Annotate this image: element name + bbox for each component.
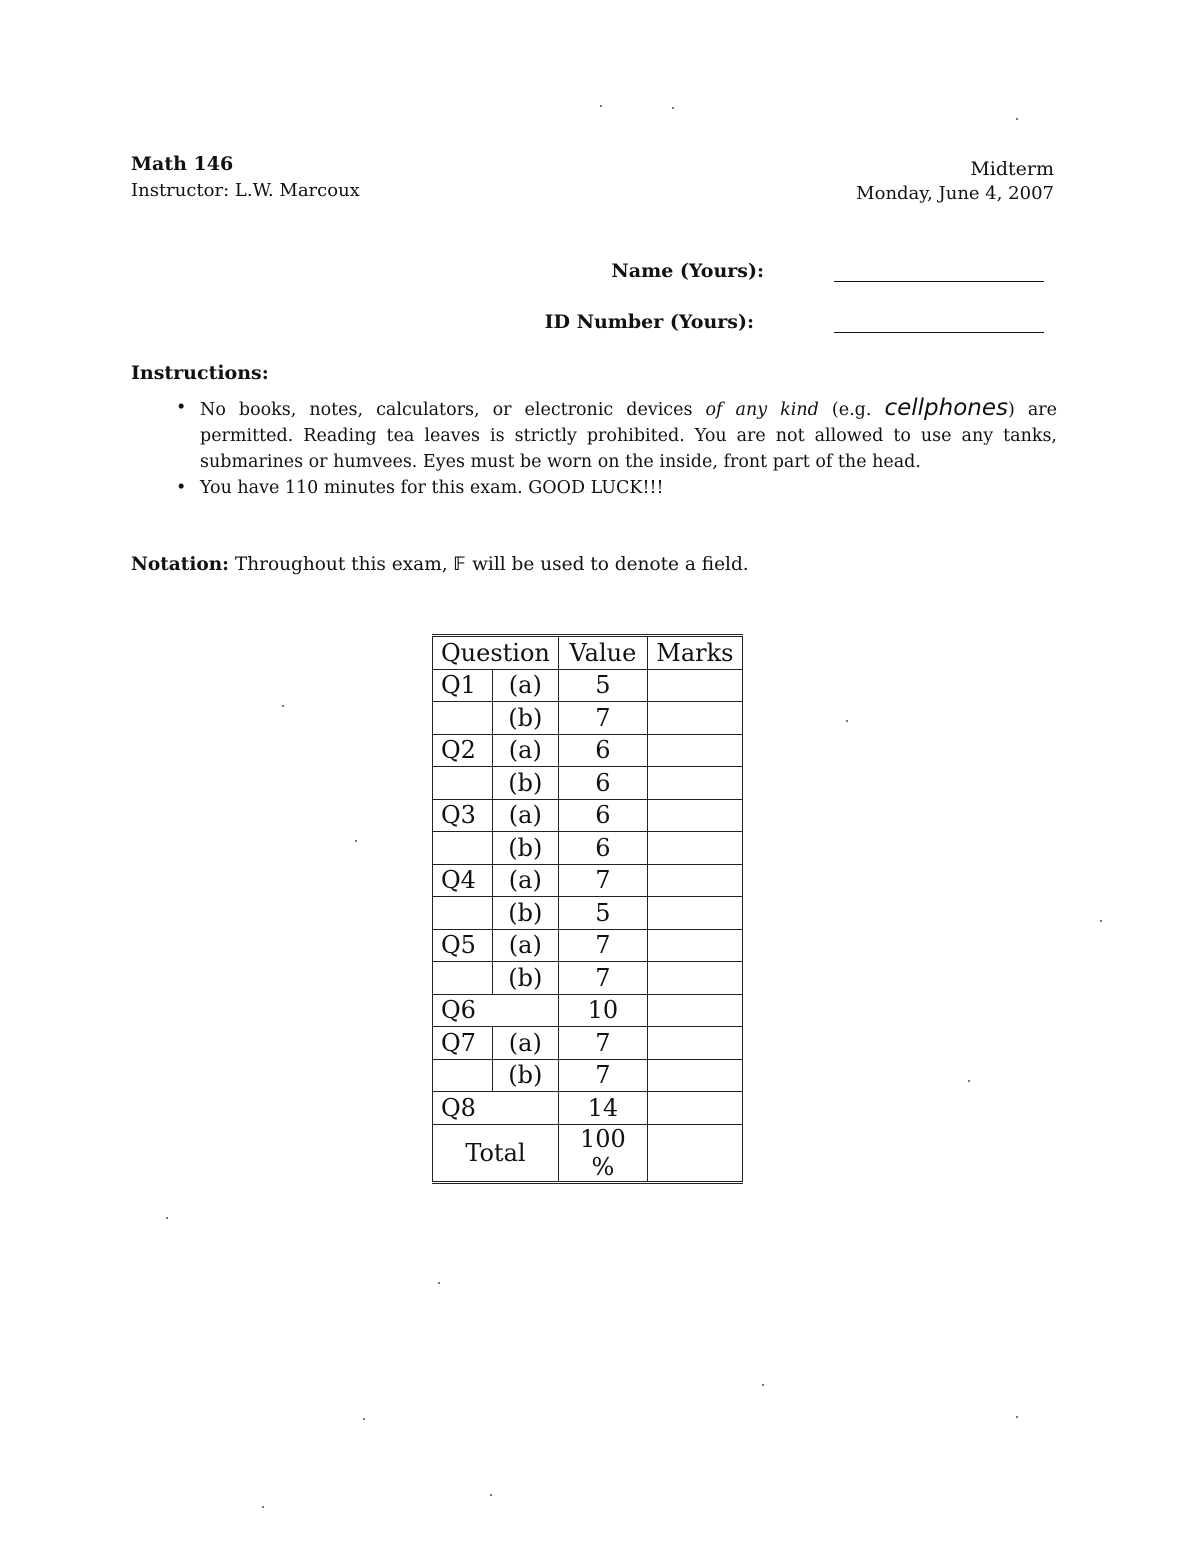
table-row [433,767,743,800]
marks-cell[interactable] [647,1027,742,1060]
exam-type: Midterm [970,158,1054,180]
value-cell: 6 [558,734,647,767]
scan-speck [1100,920,1102,922]
id-label: ID Number (Yours): [544,311,754,333]
question-label [433,1059,493,1092]
subpart-label: (a) [492,1027,558,1060]
marks-cell[interactable] [647,962,742,995]
question-label [433,897,493,930]
scan-speck [363,1418,365,1420]
question-label: Q5 [433,929,493,962]
notation-text: will be used to denote a field. [466,554,749,575]
table-header-row [433,636,743,670]
marks-cell[interactable] [647,832,742,865]
question-label: Q8 [433,1092,559,1125]
question-label [433,702,493,735]
question-label [433,767,493,800]
question-label: Q7 [433,1027,493,1060]
scan-speck [166,1217,168,1219]
name-field-row [611,260,1044,282]
total-label: Total [433,1124,559,1182]
marks-cell[interactable] [647,702,742,735]
table-row [433,1092,743,1125]
table-row [433,864,743,897]
scan-speck [846,720,848,722]
scan-speck [355,840,357,842]
value-cell: 7 [558,962,647,995]
table-row [433,702,743,735]
field-symbol: 𝔽 [453,554,467,575]
subpart-label: (b) [492,832,558,865]
value-cell: 7 [558,929,647,962]
header-value: Value [558,636,647,670]
marks-cell[interactable] [647,929,742,962]
marks-cell[interactable] [647,864,742,897]
scan-speck [1016,118,1018,120]
table-row [433,832,743,865]
instruction-text: No books, notes, calculators, or electronic devices [200,400,706,420]
value-cell: 6 [558,799,647,832]
question-label: Q3 [433,799,493,832]
marks-table [432,634,743,1184]
marks-cell[interactable] [647,1059,742,1092]
marks-cell[interactable] [647,799,742,832]
marks-cell[interactable] [647,1092,742,1125]
value-cell: 7 [558,702,647,735]
instruction-item [172,475,1057,501]
notation-text: Throughout this exam, [228,554,454,575]
question-label: Q6 [433,994,559,1027]
name-blank-line[interactable] [834,263,1044,282]
scan-speck [438,1282,440,1284]
table-row [433,929,743,962]
scan-speck [490,1494,492,1496]
scan-speck [762,1384,764,1386]
total-marks-cell[interactable] [647,1124,742,1182]
table-row [433,669,743,702]
table-row [433,799,743,832]
subpart-label: (a) [492,734,558,767]
notation-label: Notation: [131,554,229,575]
value-cell: 7 [558,1027,647,1060]
subpart-label: (a) [492,669,558,702]
header-marks: Marks [647,636,742,670]
header-question: Question [433,636,559,670]
table-row [433,962,743,995]
question-label: Q4 [433,864,493,897]
marks-cell[interactable] [647,669,742,702]
question-label [433,832,493,865]
value-cell: 7 [558,864,647,897]
value-cell: 14 [558,1092,647,1125]
marks-cell[interactable] [647,994,742,1027]
table-row [433,1027,743,1060]
notation [131,554,749,575]
instruction-text: ) are permitted. Reading tea leaves is strictly prohibited. You are not allowed to use any tanks, submarines or humvees. Eyes must be worn on the inside, front part of the head. [200,400,1058,472]
subpart-label: (a) [492,929,558,962]
value-cell: 7 [558,1059,647,1092]
scan-speck [262,1506,264,1508]
scan-speck [282,705,284,707]
total-value: 100 % [558,1124,647,1182]
scan-speck [672,107,674,109]
subpart-label: (a) [492,799,558,832]
instructions-list [172,395,1057,501]
scan-speck [600,105,602,107]
scan-speck [1016,1416,1018,1418]
exam-date: Monday, June 4, 2007 [856,183,1054,204]
id-field-row [545,311,1044,333]
value-cell: 10 [558,994,647,1027]
question-label [433,962,493,995]
scan-speck [968,1080,970,1082]
value-cell: 5 [558,669,647,702]
value-cell: 6 [558,832,647,865]
marks-cell[interactable] [647,897,742,930]
instruction-cellphones: cellphones [884,395,1008,421]
marks-cell[interactable] [647,767,742,800]
table-row [433,734,743,767]
table-row [433,1059,743,1092]
question-label: Q2 [433,734,493,767]
value-cell: 5 [558,897,647,930]
instructions-title: Instructions: [131,362,269,384]
instructor-name: Instructor: L.W. Marcoux [131,180,360,201]
total-row [433,1124,743,1182]
subpart-label: (b) [492,962,558,995]
subpart-label: (a) [492,864,558,897]
table-row [433,994,743,1027]
id-blank-line[interactable] [834,314,1044,333]
subpart-label: (b) [492,1059,558,1092]
table-row [433,897,743,930]
value-cell: 6 [558,767,647,800]
subpart-label: (b) [492,767,558,800]
course-title: Math 146 [131,153,234,175]
instruction-text: (e.g. [818,400,885,420]
instruction-item [172,395,1057,475]
instruction-text: You have 110 minutes for this exam. GOOD LUCK!!! [200,478,664,498]
subpart-label: (b) [492,897,558,930]
marks-cell[interactable] [647,734,742,767]
name-label: Name (Yours): [611,260,764,282]
question-label: Q1 [433,669,493,702]
subpart-label: (b) [492,702,558,735]
instruction-emphasis: of any kind [705,400,819,420]
